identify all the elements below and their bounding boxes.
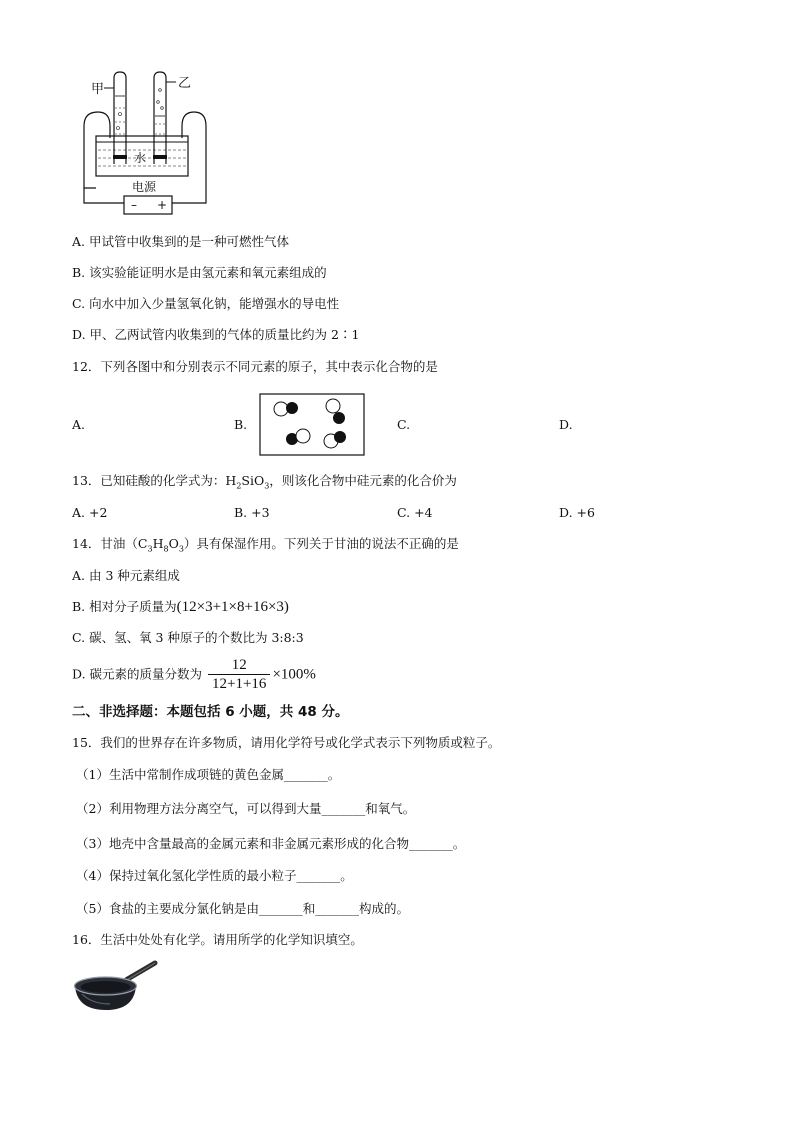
q14-option-d bbox=[72, 656, 316, 694]
stem-text: SiO bbox=[241, 473, 265, 488]
q15-stem: 15．我们的世界存在许多物质，请用化学符号或化学式表示下列物质或粒子。 bbox=[72, 735, 501, 750]
q15-item-5: （5）食盐的主要成分氯化钠是由_______和_______构成的。 bbox=[76, 901, 409, 916]
stem-text: ，则该化合物中硅元素的化合价为 bbox=[269, 473, 457, 488]
subscript: 3 bbox=[264, 481, 270, 491]
fraction-denominator: 12+1+16 bbox=[208, 674, 270, 694]
q13-option-b: B. +3 bbox=[234, 505, 270, 520]
option-letter: D. bbox=[72, 327, 86, 342]
label-minus: – bbox=[131, 198, 137, 212]
q12-option-c: C. bbox=[397, 417, 411, 432]
q12-stem: 12．下列各图中和分别表示不同元素的原子，其中表示化合物的是 bbox=[72, 359, 438, 374]
q12-option-a: A. bbox=[72, 417, 86, 432]
label-water: 水 bbox=[134, 151, 147, 165]
label-yi: 乙 bbox=[178, 76, 192, 91]
q14-option-b bbox=[72, 598, 289, 616]
q11-option-d bbox=[72, 326, 359, 344]
q13-stem bbox=[72, 472, 457, 496]
option-text: D. 碳元素的质量分数为 bbox=[72, 666, 203, 682]
option-text: B. 相对分子质量为 bbox=[72, 599, 177, 614]
subscript: 8 bbox=[163, 544, 169, 554]
q11-option-b bbox=[72, 264, 327, 282]
q15-item-2: （2）利用物理方法分离空气，可以得到大量_______和氧气。 bbox=[76, 801, 416, 816]
option-letter: A. bbox=[72, 234, 86, 249]
stem-text: 13．已知硅酸的化学式为：H bbox=[72, 473, 237, 488]
q15-item-4: （4）保持过氧化氢化学性质的最小粒子_______。 bbox=[76, 868, 353, 883]
stem-text: O bbox=[168, 536, 179, 551]
q14-stem bbox=[72, 535, 459, 559]
option-math: (12×3+1×8+16×3) bbox=[176, 599, 289, 615]
q15-item-1: （1）生活中常制作成项链的黄色金属_______。 bbox=[76, 767, 341, 782]
electrolysis-apparatus-diagram bbox=[80, 68, 210, 220]
q11-option-c bbox=[72, 295, 339, 313]
mass-fraction-formula bbox=[208, 656, 270, 694]
wok-pan-illustration bbox=[72, 958, 164, 1014]
option-letter: C. bbox=[72, 296, 86, 311]
label-plus: + bbox=[157, 198, 168, 212]
q13-option-c: C. +4 bbox=[397, 505, 433, 520]
stem-text: 14．甘油（C bbox=[72, 536, 148, 551]
q16-stem: 16．生活中处处有化学。请用所学的化学知识填空。 bbox=[72, 932, 363, 947]
q13-option-a: A. +2 bbox=[72, 505, 108, 520]
stem-text: ）具有保湿作用。下列关于甘油的说法不正确的是 bbox=[183, 536, 459, 551]
q11-option-a bbox=[72, 233, 289, 251]
q14-option-a: A. 由 3 种元素组成 bbox=[72, 568, 180, 583]
option-math: ×100% bbox=[272, 666, 316, 683]
subscript: 2 bbox=[236, 481, 242, 491]
option-text: 该实验能证明水是由氢元素和氧元素组成的 bbox=[89, 265, 327, 280]
q12-option-b-molecule-diagram bbox=[259, 393, 365, 456]
option-text: 甲、乙两试管内收集到的气体的质量比约为 2∶1 bbox=[89, 327, 360, 342]
subscript: 3 bbox=[147, 544, 153, 554]
fraction-numerator: 12 bbox=[231, 657, 247, 673]
option-letter: B. bbox=[72, 265, 86, 280]
q12-option-d: D. bbox=[559, 417, 573, 432]
q12-option-b: B. bbox=[234, 417, 248, 432]
q15-item-3: （3）地壳中含量最高的金属元素和非金属元素形成的化合物_______。 bbox=[76, 836, 466, 851]
label-jia: 甲 bbox=[91, 82, 105, 97]
option-text: 甲试管中收集到的是一种可燃性气体 bbox=[89, 234, 290, 249]
q14-option-c: C. 碳、氢、氧 3 种原子的个数比为 3:8:3 bbox=[72, 630, 304, 645]
q13-option-d: D. +6 bbox=[559, 505, 595, 520]
label-power-supply: 电源 bbox=[132, 180, 157, 194]
stem-text: H bbox=[152, 536, 164, 551]
option-text: 向水中加入少量氢氧化钠，能增强水的导电性 bbox=[89, 296, 340, 311]
section-2-heading: 二、非选择题：本题包括 6 小题，共 48 分。 bbox=[72, 704, 349, 720]
subscript: 3 bbox=[178, 544, 184, 554]
